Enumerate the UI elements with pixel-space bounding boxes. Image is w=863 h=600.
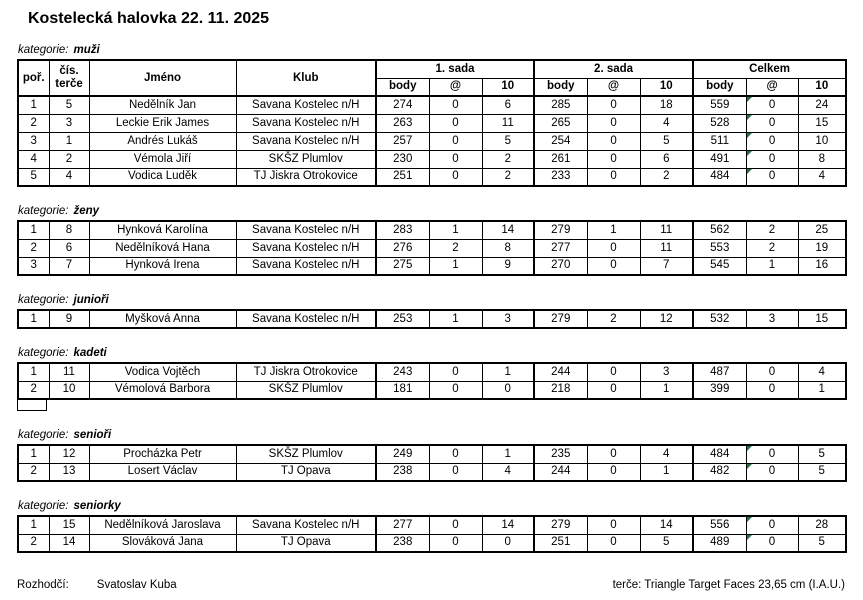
rank-cell: 1 bbox=[18, 363, 49, 381]
sada1-10-cell: 4 bbox=[482, 463, 534, 481]
sada2-body-cell: 254 bbox=[534, 132, 587, 150]
name-cell: Nedělník Jan bbox=[89, 96, 236, 114]
results-table-0 bbox=[17, 59, 847, 187]
category-label bbox=[18, 205, 863, 217]
sada1-10-cell: 3 bbox=[482, 310, 534, 328]
category-name: ženy bbox=[73, 205, 100, 217]
table-row bbox=[18, 363, 846, 381]
sada1-body-cell: 275 bbox=[376, 257, 429, 275]
referee-line bbox=[17, 579, 177, 591]
section-5 bbox=[17, 500, 863, 553]
celkem-at-cell: 2 bbox=[746, 239, 798, 257]
sada1-at-cell: 0 bbox=[429, 363, 482, 381]
target-number-cell: 4 bbox=[49, 168, 89, 186]
name-cell: Slováková Jana bbox=[89, 534, 236, 552]
sada1-body-cell: 274 bbox=[376, 96, 429, 114]
table-row bbox=[18, 221, 846, 239]
name-cell: Myšková Anna bbox=[89, 310, 236, 328]
celkem-body-cell: 491 bbox=[693, 150, 746, 168]
category-name: seniorky bbox=[73, 500, 121, 512]
celkem-body-cell: 484 bbox=[693, 168, 746, 186]
target-number-cell: 1 bbox=[49, 132, 89, 150]
sada1-body-cell: 283 bbox=[376, 221, 429, 239]
club-cell: TJ Jiskra Otrokovice bbox=[236, 363, 376, 381]
target-number-cell: 9 bbox=[49, 310, 89, 328]
sada2-10-cell: 3 bbox=[640, 363, 693, 381]
celkem-at-cell: 0 bbox=[746, 363, 798, 381]
category-label bbox=[18, 294, 863, 306]
rank-cell: 3 bbox=[18, 257, 49, 275]
sada2-body-cell: 265 bbox=[534, 114, 587, 132]
sada1-at-cell: 0 bbox=[429, 516, 482, 534]
target-number-cell: 10 bbox=[49, 381, 89, 399]
sada1-10-cell: 6 bbox=[482, 96, 534, 114]
sada1-body-cell: 181 bbox=[376, 381, 429, 399]
sada2-at-cell: 0 bbox=[587, 257, 640, 275]
rank-cell: 4 bbox=[18, 150, 49, 168]
name-cell: Nedělníková Jaroslava bbox=[89, 516, 236, 534]
club-cell: Savana Kostelec n/H bbox=[236, 114, 376, 132]
target-number-cell: 7 bbox=[49, 257, 89, 275]
sub-header-at: @ bbox=[587, 78, 640, 96]
sada1-10-cell: 14 bbox=[482, 516, 534, 534]
celkem-at-cell: 3 bbox=[746, 310, 798, 328]
sada1-body-cell: 253 bbox=[376, 310, 429, 328]
club-cell: Savana Kostelec n/H bbox=[236, 132, 376, 150]
sada2-10-cell: 4 bbox=[640, 114, 693, 132]
sada1-10-cell: 2 bbox=[482, 168, 534, 186]
sub-header-at: @ bbox=[746, 78, 798, 96]
sections-container bbox=[17, 44, 863, 553]
sada1-at-cell: 2 bbox=[429, 239, 482, 257]
name-cell: Nedělníková Hana bbox=[89, 239, 236, 257]
table-row bbox=[18, 534, 846, 552]
celkem-10-cell: 25 bbox=[798, 221, 846, 239]
celkem-body-cell: 511 bbox=[693, 132, 746, 150]
celkem-at-cell: 1 bbox=[746, 257, 798, 275]
target-number-cell: 12 bbox=[49, 445, 89, 463]
kategorie-word: kategorie: bbox=[18, 44, 69, 56]
sada1-10-cell: 9 bbox=[482, 257, 534, 275]
rank-cell: 1 bbox=[18, 516, 49, 534]
group-header-celkem: Celkem bbox=[693, 60, 846, 78]
table-row bbox=[18, 239, 846, 257]
sada2-body-cell: 270 bbox=[534, 257, 587, 275]
category-label bbox=[18, 44, 863, 56]
celkem-body-cell: 532 bbox=[693, 310, 746, 328]
sada1-at-cell: 0 bbox=[429, 168, 482, 186]
sada2-body-cell: 279 bbox=[534, 516, 587, 534]
club-cell: SKŠZ Plumlov bbox=[236, 445, 376, 463]
celkem-body-cell: 553 bbox=[693, 239, 746, 257]
sada1-at-cell: 0 bbox=[429, 534, 482, 552]
sada2-body-cell: 218 bbox=[534, 381, 587, 399]
table-row bbox=[18, 516, 846, 534]
section-3 bbox=[17, 347, 863, 411]
group-header-sada1: 1. sada bbox=[376, 60, 534, 78]
celkem-at-cell: 0 bbox=[746, 150, 798, 168]
sada2-body-cell: 279 bbox=[534, 221, 587, 239]
sub-header-body: body bbox=[376, 78, 429, 96]
celkem-at-cell: 0 bbox=[746, 516, 798, 534]
kategorie-word: kategorie: bbox=[18, 429, 69, 441]
celkem-body-cell: 528 bbox=[693, 114, 746, 132]
sub-header-10: 10 bbox=[640, 78, 693, 96]
section-1 bbox=[17, 205, 863, 276]
sada2-10-cell: 5 bbox=[640, 132, 693, 150]
celkem-at-cell: 0 bbox=[746, 463, 798, 481]
category-label bbox=[18, 347, 863, 359]
celkem-body-cell: 489 bbox=[693, 534, 746, 552]
celkem-at-cell: 2 bbox=[746, 221, 798, 239]
empty-stub-cell bbox=[17, 400, 47, 411]
name-cell: Andrés Lukáš bbox=[89, 132, 236, 150]
section-0 bbox=[17, 44, 863, 187]
sada2-at-cell: 0 bbox=[587, 363, 640, 381]
results-table-4 bbox=[17, 444, 847, 482]
sada2-at-cell: 0 bbox=[587, 150, 640, 168]
table-row bbox=[18, 168, 846, 186]
group-header-sada2: 2. sada bbox=[534, 60, 693, 78]
celkem-10-cell: 5 bbox=[798, 534, 846, 552]
sada2-body-cell: 244 bbox=[534, 363, 587, 381]
page-title: Kostelecká halovka 22. 11. 2025 bbox=[28, 10, 270, 27]
table-row bbox=[18, 381, 846, 399]
target-faces-note: terče: Triangle Target Faces 23,65 cm (I.A.U.) bbox=[612, 579, 845, 591]
table-row bbox=[18, 310, 846, 328]
sada2-10-cell: 1 bbox=[640, 381, 693, 399]
sada2-at-cell: 0 bbox=[587, 445, 640, 463]
sada1-body-cell: 230 bbox=[376, 150, 429, 168]
club-cell: Savana Kostelec n/H bbox=[236, 96, 376, 114]
table-row bbox=[18, 257, 846, 275]
celkem-at-cell: 0 bbox=[746, 132, 798, 150]
rank-cell: 2 bbox=[18, 114, 49, 132]
sub-header-body: body bbox=[693, 78, 746, 96]
kategorie-word: kategorie: bbox=[18, 294, 69, 306]
sada1-at-cell: 0 bbox=[429, 132, 482, 150]
celkem-at-cell: 0 bbox=[746, 114, 798, 132]
club-cell: Savana Kostelec n/H bbox=[236, 257, 376, 275]
category-name: senioři bbox=[73, 429, 112, 441]
target-number-cell: 5 bbox=[49, 96, 89, 114]
rank-cell: 1 bbox=[18, 310, 49, 328]
category-name: junioři bbox=[73, 294, 109, 306]
target-number-cell: 14 bbox=[49, 534, 89, 552]
sada1-body-cell: 263 bbox=[376, 114, 429, 132]
rank-cell: 2 bbox=[18, 381, 49, 399]
sada2-body-cell: 251 bbox=[534, 534, 587, 552]
table-row bbox=[18, 150, 846, 168]
sada2-at-cell: 0 bbox=[587, 168, 640, 186]
col-header-target-number: čís. terče bbox=[49, 60, 89, 96]
celkem-10-cell: 10 bbox=[798, 132, 846, 150]
celkem-body-cell: 484 bbox=[693, 445, 746, 463]
rank-cell: 1 bbox=[18, 445, 49, 463]
category-label bbox=[18, 500, 863, 512]
sada2-body-cell: 235 bbox=[534, 445, 587, 463]
sada2-10-cell: 6 bbox=[640, 150, 693, 168]
results-table-1 bbox=[17, 220, 847, 276]
celkem-body-cell: 562 bbox=[693, 221, 746, 239]
table-row bbox=[18, 114, 846, 132]
sada1-10-cell: 1 bbox=[482, 445, 534, 463]
table-row bbox=[18, 132, 846, 150]
sada2-at-cell: 0 bbox=[587, 381, 640, 399]
sada1-10-cell: 14 bbox=[482, 221, 534, 239]
sada1-at-cell: 1 bbox=[429, 257, 482, 275]
sada1-at-cell: 0 bbox=[429, 96, 482, 114]
celkem-at-cell: 0 bbox=[746, 445, 798, 463]
section-2 bbox=[17, 294, 863, 329]
sada2-at-cell: 0 bbox=[587, 132, 640, 150]
club-cell: TJ Opava bbox=[236, 534, 376, 552]
celkem-10-cell: 5 bbox=[798, 445, 846, 463]
sada2-10-cell: 1 bbox=[640, 463, 693, 481]
sada2-at-cell: 0 bbox=[587, 534, 640, 552]
celkem-10-cell: 15 bbox=[798, 310, 846, 328]
kategorie-word: kategorie: bbox=[18, 205, 69, 217]
club-cell: Savana Kostelec n/H bbox=[236, 310, 376, 328]
sada2-body-cell: 279 bbox=[534, 310, 587, 328]
name-cell: Hynková Karolína bbox=[89, 221, 236, 239]
sada2-body-cell: 261 bbox=[534, 150, 587, 168]
target-number-cell: 13 bbox=[49, 463, 89, 481]
sada2-10-cell: 11 bbox=[640, 221, 693, 239]
celkem-10-cell: 15 bbox=[798, 114, 846, 132]
name-cell: Hynková Irena bbox=[89, 257, 236, 275]
celkem-body-cell: 545 bbox=[693, 257, 746, 275]
results-table-2 bbox=[17, 309, 847, 329]
celkem-at-cell: 0 bbox=[746, 381, 798, 399]
club-cell: Savana Kostelec n/H bbox=[236, 221, 376, 239]
celkem-10-cell: 16 bbox=[798, 257, 846, 275]
table-row bbox=[18, 463, 846, 481]
sada1-10-cell: 11 bbox=[482, 114, 534, 132]
sada1-at-cell: 0 bbox=[429, 114, 482, 132]
sada2-at-cell: 2 bbox=[587, 310, 640, 328]
celkem-at-cell: 0 bbox=[746, 534, 798, 552]
club-cell: SKŠZ Plumlov bbox=[236, 150, 376, 168]
club-cell: Savana Kostelec n/H bbox=[236, 239, 376, 257]
sada2-at-cell: 0 bbox=[587, 463, 640, 481]
sub-header-10: 10 bbox=[482, 78, 534, 96]
target-number-cell: 8 bbox=[49, 221, 89, 239]
sada1-10-cell: 5 bbox=[482, 132, 534, 150]
category-name: kadeti bbox=[73, 347, 107, 359]
celkem-body-cell: 559 bbox=[693, 96, 746, 114]
sada1-10-cell: 0 bbox=[482, 534, 534, 552]
col-header-club: Klub bbox=[236, 60, 376, 96]
celkem-10-cell: 4 bbox=[798, 363, 846, 381]
target-number-cell: 11 bbox=[49, 363, 89, 381]
sada1-body-cell: 249 bbox=[376, 445, 429, 463]
col-header-rank: poř. bbox=[18, 60, 49, 96]
sada2-at-cell: 0 bbox=[587, 96, 640, 114]
sada1-10-cell: 8 bbox=[482, 239, 534, 257]
celkem-body-cell: 482 bbox=[693, 463, 746, 481]
footer bbox=[17, 579, 845, 591]
celkem-at-cell: 0 bbox=[746, 168, 798, 186]
results-table-3 bbox=[17, 362, 847, 400]
sub-header-10: 10 bbox=[798, 78, 846, 96]
sada1-at-cell: 0 bbox=[429, 445, 482, 463]
name-cell: Procházka Petr bbox=[89, 445, 236, 463]
kategorie-word: kategorie: bbox=[18, 500, 69, 512]
kategorie-word: kategorie: bbox=[18, 347, 69, 359]
rank-cell: 2 bbox=[18, 239, 49, 257]
celkem-10-cell: 24 bbox=[798, 96, 846, 114]
target-number-cell: 15 bbox=[49, 516, 89, 534]
celkem-10-cell: 19 bbox=[798, 239, 846, 257]
celkem-10-cell: 28 bbox=[798, 516, 846, 534]
sada2-at-cell: 0 bbox=[587, 239, 640, 257]
club-cell: TJ Opava bbox=[236, 463, 376, 481]
sada2-body-cell: 277 bbox=[534, 239, 587, 257]
celkem-10-cell: 1 bbox=[798, 381, 846, 399]
name-cell: Vodica Vojtěch bbox=[89, 363, 236, 381]
target-number-cell: 3 bbox=[49, 114, 89, 132]
celkem-at-cell: 0 bbox=[746, 96, 798, 114]
col-header-name: Jméno bbox=[89, 60, 236, 96]
rank-cell: 2 bbox=[18, 463, 49, 481]
sub-header-body: body bbox=[534, 78, 587, 96]
sada1-at-cell: 1 bbox=[429, 221, 482, 239]
sada1-body-cell: 238 bbox=[376, 534, 429, 552]
celkem-10-cell: 5 bbox=[798, 463, 846, 481]
celkem-10-cell: 8 bbox=[798, 150, 846, 168]
sada1-body-cell: 257 bbox=[376, 132, 429, 150]
table-row bbox=[18, 96, 846, 114]
results-table-5 bbox=[17, 515, 847, 553]
name-cell: Vémola Jiří bbox=[89, 150, 236, 168]
sada1-body-cell: 276 bbox=[376, 239, 429, 257]
sada2-body-cell: 285 bbox=[534, 96, 587, 114]
celkem-body-cell: 399 bbox=[693, 381, 746, 399]
table-header bbox=[18, 60, 846, 96]
club-cell: TJ Jiskra Otrokovice bbox=[236, 168, 376, 186]
referee-name: Svatoslav Kuba bbox=[96, 579, 177, 591]
rank-cell: 1 bbox=[18, 221, 49, 239]
rank-cell: 5 bbox=[18, 168, 49, 186]
sada2-at-cell: 1 bbox=[587, 221, 640, 239]
sada2-10-cell: 11 bbox=[640, 239, 693, 257]
sada2-10-cell: 7 bbox=[640, 257, 693, 275]
table-row bbox=[18, 445, 846, 463]
sada1-body-cell: 251 bbox=[376, 168, 429, 186]
sada2-at-cell: 0 bbox=[587, 516, 640, 534]
referee-label: Rozhodčí: bbox=[17, 579, 69, 591]
target-number-cell: 2 bbox=[49, 150, 89, 168]
sada2-body-cell: 244 bbox=[534, 463, 587, 481]
sub-header-at: @ bbox=[429, 78, 482, 96]
celkem-body-cell: 556 bbox=[693, 516, 746, 534]
rank-cell: 3 bbox=[18, 132, 49, 150]
name-cell: Vémolová Barbora bbox=[89, 381, 236, 399]
sada1-at-cell: 0 bbox=[429, 150, 482, 168]
sada2-10-cell: 2 bbox=[640, 168, 693, 186]
rank-cell: 2 bbox=[18, 534, 49, 552]
sada1-10-cell: 1 bbox=[482, 363, 534, 381]
sada1-body-cell: 277 bbox=[376, 516, 429, 534]
sada1-at-cell: 0 bbox=[429, 381, 482, 399]
celkem-body-cell: 487 bbox=[693, 363, 746, 381]
sada2-10-cell: 5 bbox=[640, 534, 693, 552]
sada2-at-cell: 0 bbox=[587, 114, 640, 132]
category-name: muži bbox=[73, 44, 100, 56]
sada1-at-cell: 1 bbox=[429, 310, 482, 328]
sada2-10-cell: 14 bbox=[640, 516, 693, 534]
sada2-10-cell: 12 bbox=[640, 310, 693, 328]
sada1-at-cell: 0 bbox=[429, 463, 482, 481]
celkem-10-cell: 4 bbox=[798, 168, 846, 186]
sada1-body-cell: 238 bbox=[376, 463, 429, 481]
name-cell: Leckie Erik James bbox=[89, 114, 236, 132]
sada1-body-cell: 243 bbox=[376, 363, 429, 381]
rank-cell: 1 bbox=[18, 96, 49, 114]
sada2-10-cell: 4 bbox=[640, 445, 693, 463]
club-cell: SKŠZ Plumlov bbox=[236, 381, 376, 399]
club-cell: Savana Kostelec n/H bbox=[236, 516, 376, 534]
sada1-10-cell: 0 bbox=[482, 381, 534, 399]
sada2-10-cell: 18 bbox=[640, 96, 693, 114]
name-cell: Losert Václav bbox=[89, 463, 236, 481]
section-4 bbox=[17, 429, 863, 482]
name-cell: Vodica Luděk bbox=[89, 168, 236, 186]
sada2-body-cell: 233 bbox=[534, 168, 587, 186]
sada1-10-cell: 2 bbox=[482, 150, 534, 168]
category-label bbox=[18, 429, 863, 441]
target-number-cell: 6 bbox=[49, 239, 89, 257]
